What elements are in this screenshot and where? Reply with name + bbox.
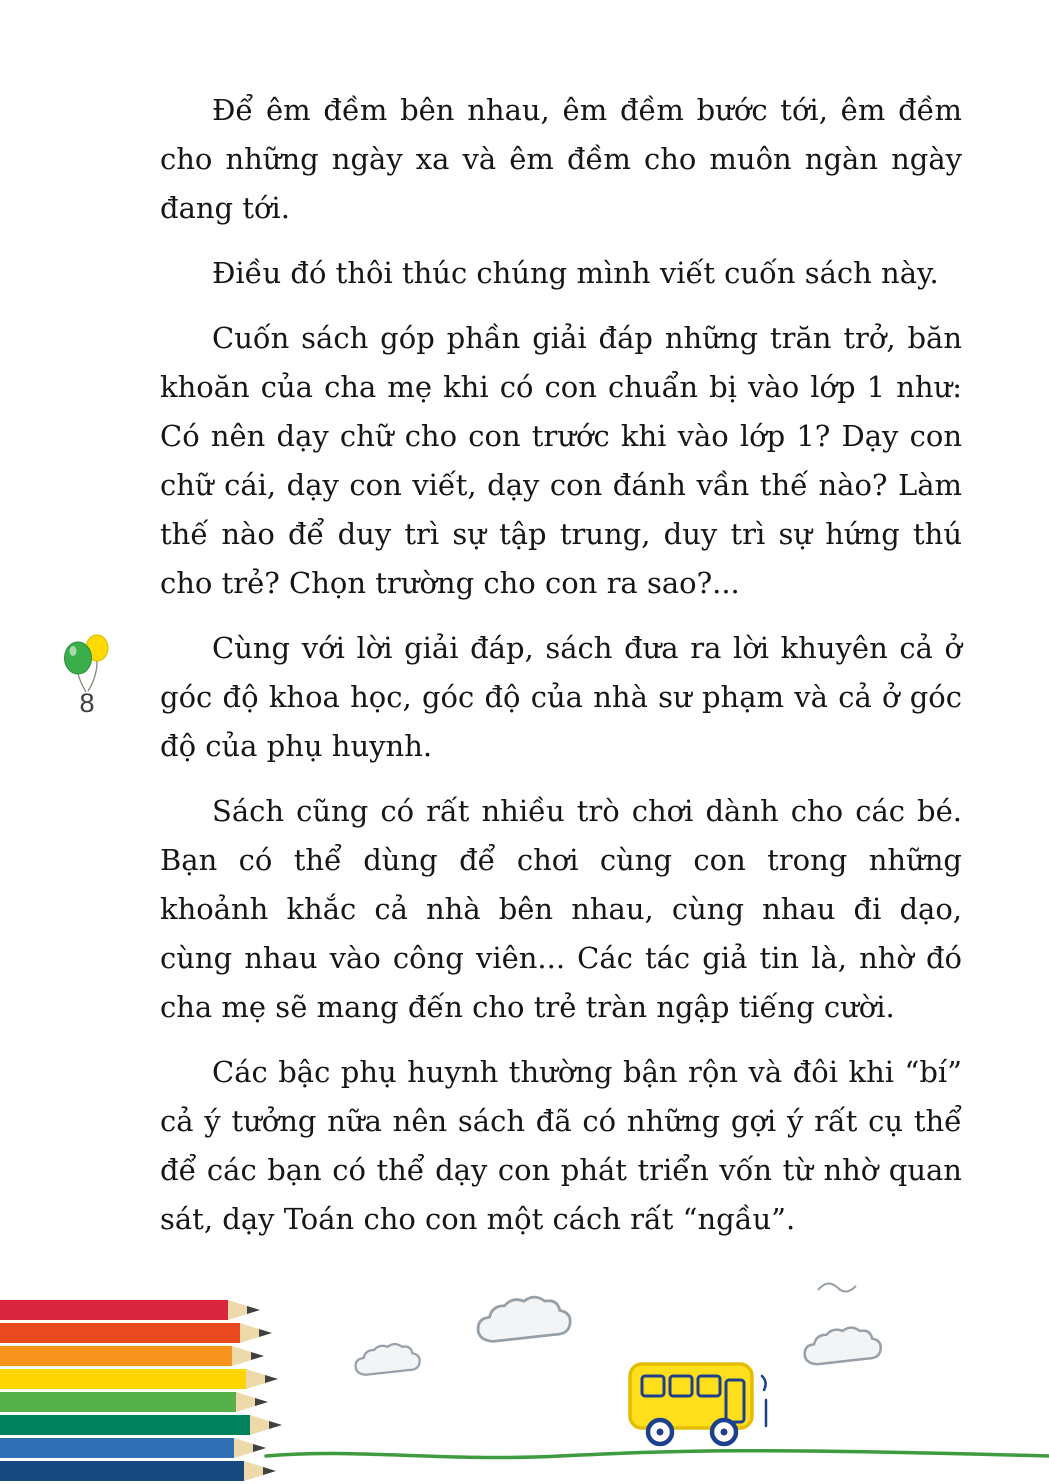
- cloud-sketch: [356, 1344, 420, 1375]
- page-number: 8: [79, 688, 95, 718]
- paragraph: Cuốn sách góp phần giải đáp những trăn trở, băn khoăn của cha mẹ khi có con chuẩn bị vào lớp 1 như: Có nên dạy chữ cho con trước khi vào lớp 1? Dạy con chữ cái, dạy con viết, dạy con đánh vần thế nào? Làm thế nào để duy trì sự tập trung, duy trì sự hứng thú cho trẻ? Chọn trường cho con ra sao?...: [160, 321, 962, 600]
- colored-pencil: [0, 1323, 272, 1343]
- balloons-illustration: [56, 630, 128, 696]
- colored-pencils-illustration: [0, 1300, 282, 1481]
- cloud-sketch: [805, 1328, 881, 1365]
- colored-pencil: [0, 1346, 264, 1366]
- bus-side-scribble: [762, 1376, 766, 1426]
- paragraph: Cùng với lời giải đáp, sách đưa ra lời khuyên cả ở góc độ khoa học, góc độ của nhà sư phạm và cả ở góc độ của phụ huynh.: [160, 631, 962, 763]
- school-bus-illustration: [630, 1364, 766, 1444]
- paragraph: Các bậc phụ huynh thường bận rộn và đôi khi “bí” cả ý tưởng nữa nên sách đã có những gợi ý rất cụ thể để các bạn có thể dạy con phát triển vốn từ nhờ quan sát, dạy Toán cho con một cách rất “ngầu”.: [160, 1055, 962, 1236]
- colored-pencil: [0, 1415, 282, 1435]
- balloon-highlight: [70, 646, 77, 656]
- cloud-scribble: [818, 1283, 856, 1291]
- colored-pencil: [0, 1369, 278, 1389]
- footer-illustration: [0, 1280, 1049, 1484]
- paragraph: Để êm đềm bên nhau, êm đềm bước tới, êm đềm cho những ngày xa và êm đềm cho muôn ngàn ngày đang tới.: [160, 93, 962, 225]
- colored-pencil: [0, 1461, 276, 1481]
- green-balloon-icon: [65, 642, 92, 674]
- ground-line: [266, 1451, 1049, 1458]
- bus-wheel-hub: [657, 1429, 664, 1436]
- colored-pencil: [0, 1438, 266, 1458]
- bus-wheel-hub: [721, 1429, 728, 1436]
- paragraph: Điều đó thôi thúc chúng mình viết cuốn sách này.: [212, 256, 939, 290]
- colored-pencil: [0, 1300, 260, 1320]
- cloud-sketch: [478, 1297, 570, 1341]
- paragraph: Sách cũng có rất nhiều trò chơi dành cho các bé. Bạn có thể dùng để chơi cùng con trong những khoảnh khắc cả nhà bên nhau, cùng nhau đi dạo, cùng nhau vào công viên... Các tác giả tin là, nhờ đó cha mẹ sẽ mang đến cho trẻ tràn ngập tiếng cười.: [160, 794, 962, 1024]
- colored-pencil: [0, 1392, 268, 1412]
- page-content: [160, 86, 962, 1260]
